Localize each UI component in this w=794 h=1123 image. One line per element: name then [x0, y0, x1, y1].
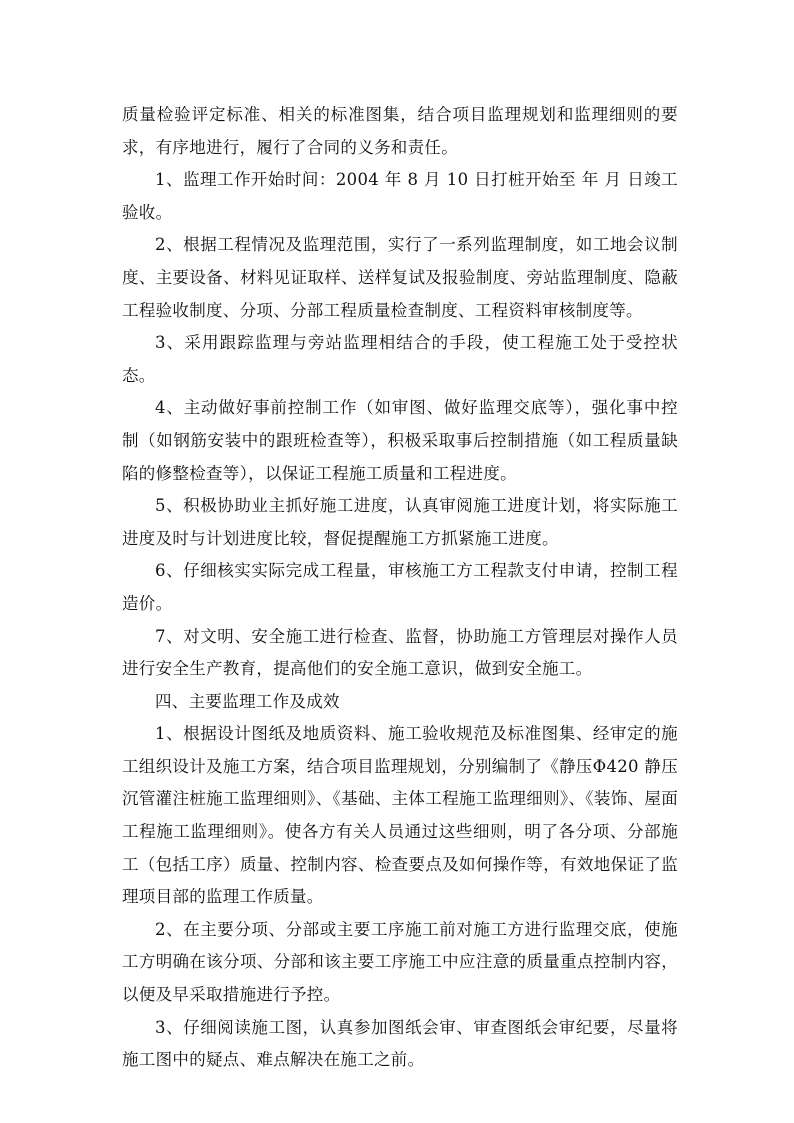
paragraph-item-1-start-time: 1、监理工作开始时间：2004 年 8 月 10 日打桩开始至 年 月 日竣工验收。 — [122, 170, 678, 222]
paragraph-main-work-2: 2、在主要分项、分部或主要工序施工前对施工方进行监理交底，使施工方明确在该分项、分部和该主要工序施工中应注意的质量重点控制内容，以便及早采取措施进行予控。 — [122, 919, 678, 1005]
paragraph-main-work-1: 1、根据设计图纸及地质资料、施工验收规范及标准图集、经审定的施工组织设计及施工方案，结合项目监理规划，分别编制了《静压Φ420 静压沉管灌注桩施工监理细则》、《基础、主体工程施工监理细则》、《装饰、屋面工程施工监理细则》。使各方有关人员通过这些细则，明了各分项、分部施工（包括工序）质量、控制内容、检查要点及如何操作等，有效地保证了监理项目部的监理工作质量。 — [122, 724, 678, 907]
document-body — [122, 99, 678, 1077]
paragraph-item-7-safety: 7、对文明、安全施工进行检查、监督，协助施工方管理层对操作人员进行安全生产教育，提高他们的安全施工意识，做到安全施工。 — [122, 626, 678, 679]
paragraph-item-3-tracking: 3、采用跟踪监理与旁站监理相结合的手段，使工程施工处于受控状态。 — [122, 333, 678, 385]
paragraph-continuation: 质量检验评定标准、相关的标准图集，结合项目监理规划和监理细则的要求，有序地进行，履行了合同的义务和责任。 — [122, 105, 678, 157]
paragraph-item-5-schedule: 5、积极协助业主抓好施工进度，认真审阅施工进度计划，将实际施工进度及时与计划进度比较，督促提醒施工方抓紧施工进度。 — [122, 496, 678, 548]
paragraph-item-6-cost: 6、仔细核实实际完成工程量，审核施工方工程款支付申请，控制工程造价。 — [122, 561, 678, 613]
section-heading-main-work: 四、主要监理工作及成效 — [155, 691, 340, 711]
paragraph-item-2-systems: 2、根据工程情况及监理范围，实行了一系列监理制度，如工地会议制度、主要设备、材料见证取样、送样复试及报验制度、旁站监理制度、隐蔽工程验收制度、分项、分部工程质量检查制度、工程资料审核制度等。 — [122, 235, 678, 320]
paragraph-main-work-3: 3、仔细阅读施工图，认真参加图纸会审、审查图纸会审纪要，尽量将施工图中的疑点、难点解决在施工之前。 — [122, 1017, 678, 1070]
paragraph-item-4-control: 4、主动做好事前控制工作（如审图、做好监理交底等），强化事中控制（如钢筋安装中的跟班检查等），积极采取事后控制措施（如工程质量缺陷的修整检查等），以保证工程施工质量和工程进度。 — [122, 398, 678, 483]
